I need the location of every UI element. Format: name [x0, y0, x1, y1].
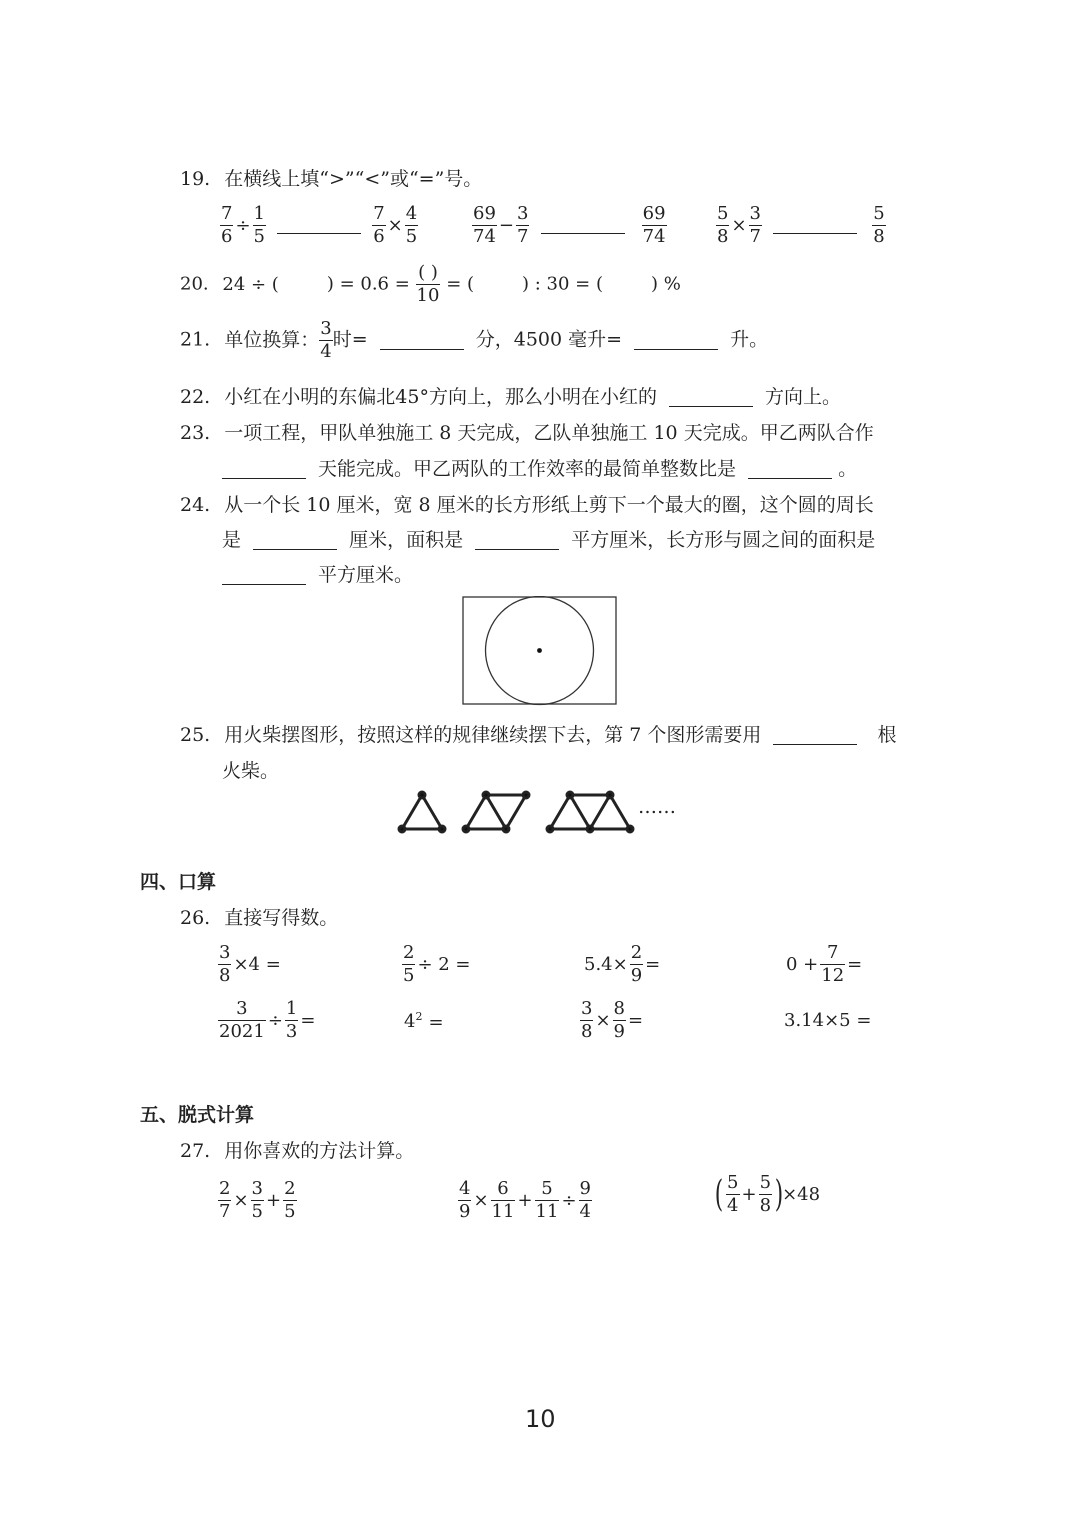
fraction: $\frac{7}{6}$	[373, 203, 385, 247]
q22: 22. 小红在小明的东偏北45°方向上，那么小明在小红的 方向上。	[180, 386, 842, 408]
q26-label: 26.	[180, 907, 211, 929]
rectangle-circle-figure	[462, 596, 618, 706]
answer-blank[interactable]	[253, 527, 337, 550]
q27-label: 27.	[180, 1140, 211, 1162]
answer-blank[interactable]	[634, 327, 718, 350]
fraction: $\frac{3}{7}$	[749, 203, 761, 247]
q26-r2-3: $\frac{3}{8}$ × $\frac{8}{9}$ =	[581, 998, 644, 1042]
q23-line1: 23. 一项工程，甲队单独施工 8 天完成，乙队单独施工 10 天完成。甲乙两队合作	[180, 422, 874, 444]
q19-text: 在横线上填“>”“<”或“=”号。	[224, 168, 483, 190]
q27-expr-1: $\frac{2}{7}$ × $\frac{3}{5}$ + $\frac{2}{5}$	[219, 1178, 296, 1222]
q24-line3: 平方厘米。	[216, 560, 413, 587]
answer-blank[interactable]: ( )	[418, 262, 438, 283]
q19-prompt	[180, 164, 482, 191]
answer-blank[interactable]	[773, 211, 857, 234]
q20: 20. 24 ÷ ( ) = 0.6 = $\frac{( )}{10}$ = ( ) : 30 = ( ) %	[180, 262, 681, 306]
q26-prompt: 26. 直接写得数。	[180, 907, 339, 929]
q26-r1-1: $\frac{3}{8}$ ×4 =	[219, 942, 281, 986]
q24-line1: 24. 从一个长 10 厘米，宽 8 厘米的长方形纸上剪下一个最大的圈，这个圆的周长	[180, 494, 874, 516]
q23-line2: 天能完成。甲乙两队的工作效率的最简单整数比是 。	[216, 454, 857, 481]
answer-blank[interactable]	[773, 722, 857, 745]
fraction: $\frac{5}{8}$	[717, 203, 729, 247]
section-heading: 五、脱式计算	[140, 1104, 255, 1126]
q20-label: 20.	[180, 273, 209, 295]
q21-label: 21.	[180, 328, 211, 351]
q19-item-2: $\frac{69}{74}$ − $\frac{3}{7}$ $\frac{69}{74}$	[473, 203, 666, 247]
matchstick-figures	[392, 786, 652, 838]
q25-line1: 25. 用火柴摆图形，按照这样的规律继续摆下去，第 7 个图形需要用 根	[180, 724, 897, 746]
q22-label: 22.	[180, 386, 211, 408]
q27-prompt: 27. 用你喜欢的方法计算。	[180, 1140, 415, 1162]
q26-r2-1: $\frac{3}{2021}$ ÷ $\frac{1}{3}$ =	[219, 998, 316, 1042]
q25-line2: 火柴。	[222, 760, 280, 782]
fraction: $\frac{7}{6}$	[221, 203, 233, 247]
q19-item-1: $\frac{7}{6}$ ÷ $\frac{1}{5}$ $\frac{7}{6}$ × $\frac{4}{5}$	[221, 203, 418, 247]
answer-blank[interactable]	[380, 327, 464, 350]
answer-blank[interactable]	[669, 384, 753, 407]
answer-blank[interactable]	[222, 456, 306, 479]
q27-expr-3: ( $\frac{5}{4}$ + $\frac{5}{8}$ )×48	[714, 1172, 821, 1216]
q25-label: 25.	[180, 724, 211, 746]
answer-blank[interactable]	[277, 211, 361, 234]
q26-r2-4: 3.14×5 =	[784, 1010, 872, 1031]
fraction: $\frac{3}{7}$	[517, 203, 529, 247]
fraction: $\frac{( )}{10}$	[416, 262, 440, 306]
q24-label: 24.	[180, 494, 211, 516]
fraction: $\frac{69}{74}$	[642, 203, 666, 247]
section-heading: 四、口算	[140, 871, 217, 893]
q26-r1-3: 5.4× $\frac{2}{9}$ =	[584, 942, 661, 986]
fraction: $\frac{1}{5}$	[253, 203, 265, 247]
q21: 21. 单位换算： $\frac{3}{4}$ 时= 分，4500 毫升= 升。	[180, 318, 769, 362]
answer-blank[interactable]	[541, 211, 625, 234]
q19-item-3: $\frac{5}{8}$ × $\frac{3}{7}$ $\frac{5}{8}$	[717, 203, 885, 247]
q26-r1-4: 0 + $\frac{7}{12}$ =	[786, 942, 863, 986]
q27-expr-2: $\frac{4}{9}$ × $\frac{6}{11}$ + $\frac{5}{11}$ ÷ $\frac{9}{4}$	[459, 1178, 591, 1222]
q23-label: 23.	[180, 422, 211, 444]
answer-blank[interactable]	[222, 562, 306, 585]
q19-label: 19.	[180, 168, 211, 190]
fraction: $\frac{5}{8}$	[873, 203, 885, 247]
page-number: 10	[525, 1405, 556, 1433]
fraction: $\frac{3}{4}$	[320, 318, 332, 362]
fraction: $\frac{69}{74}$	[473, 203, 496, 247]
ellipsis: ……	[638, 796, 676, 818]
q24-line2: 是 厘米，面积是 平方厘米，长方形与圆之间的面积是	[222, 529, 876, 551]
q26-r1-2: $\frac{2}{5}$ ÷ 2 =	[403, 942, 471, 986]
answer-blank[interactable]	[475, 527, 559, 550]
answer-blank[interactable]	[748, 456, 832, 479]
fraction: $\frac{4}{5}$	[405, 203, 418, 247]
q26-r2-2: $4^2$ =	[404, 1010, 444, 1033]
